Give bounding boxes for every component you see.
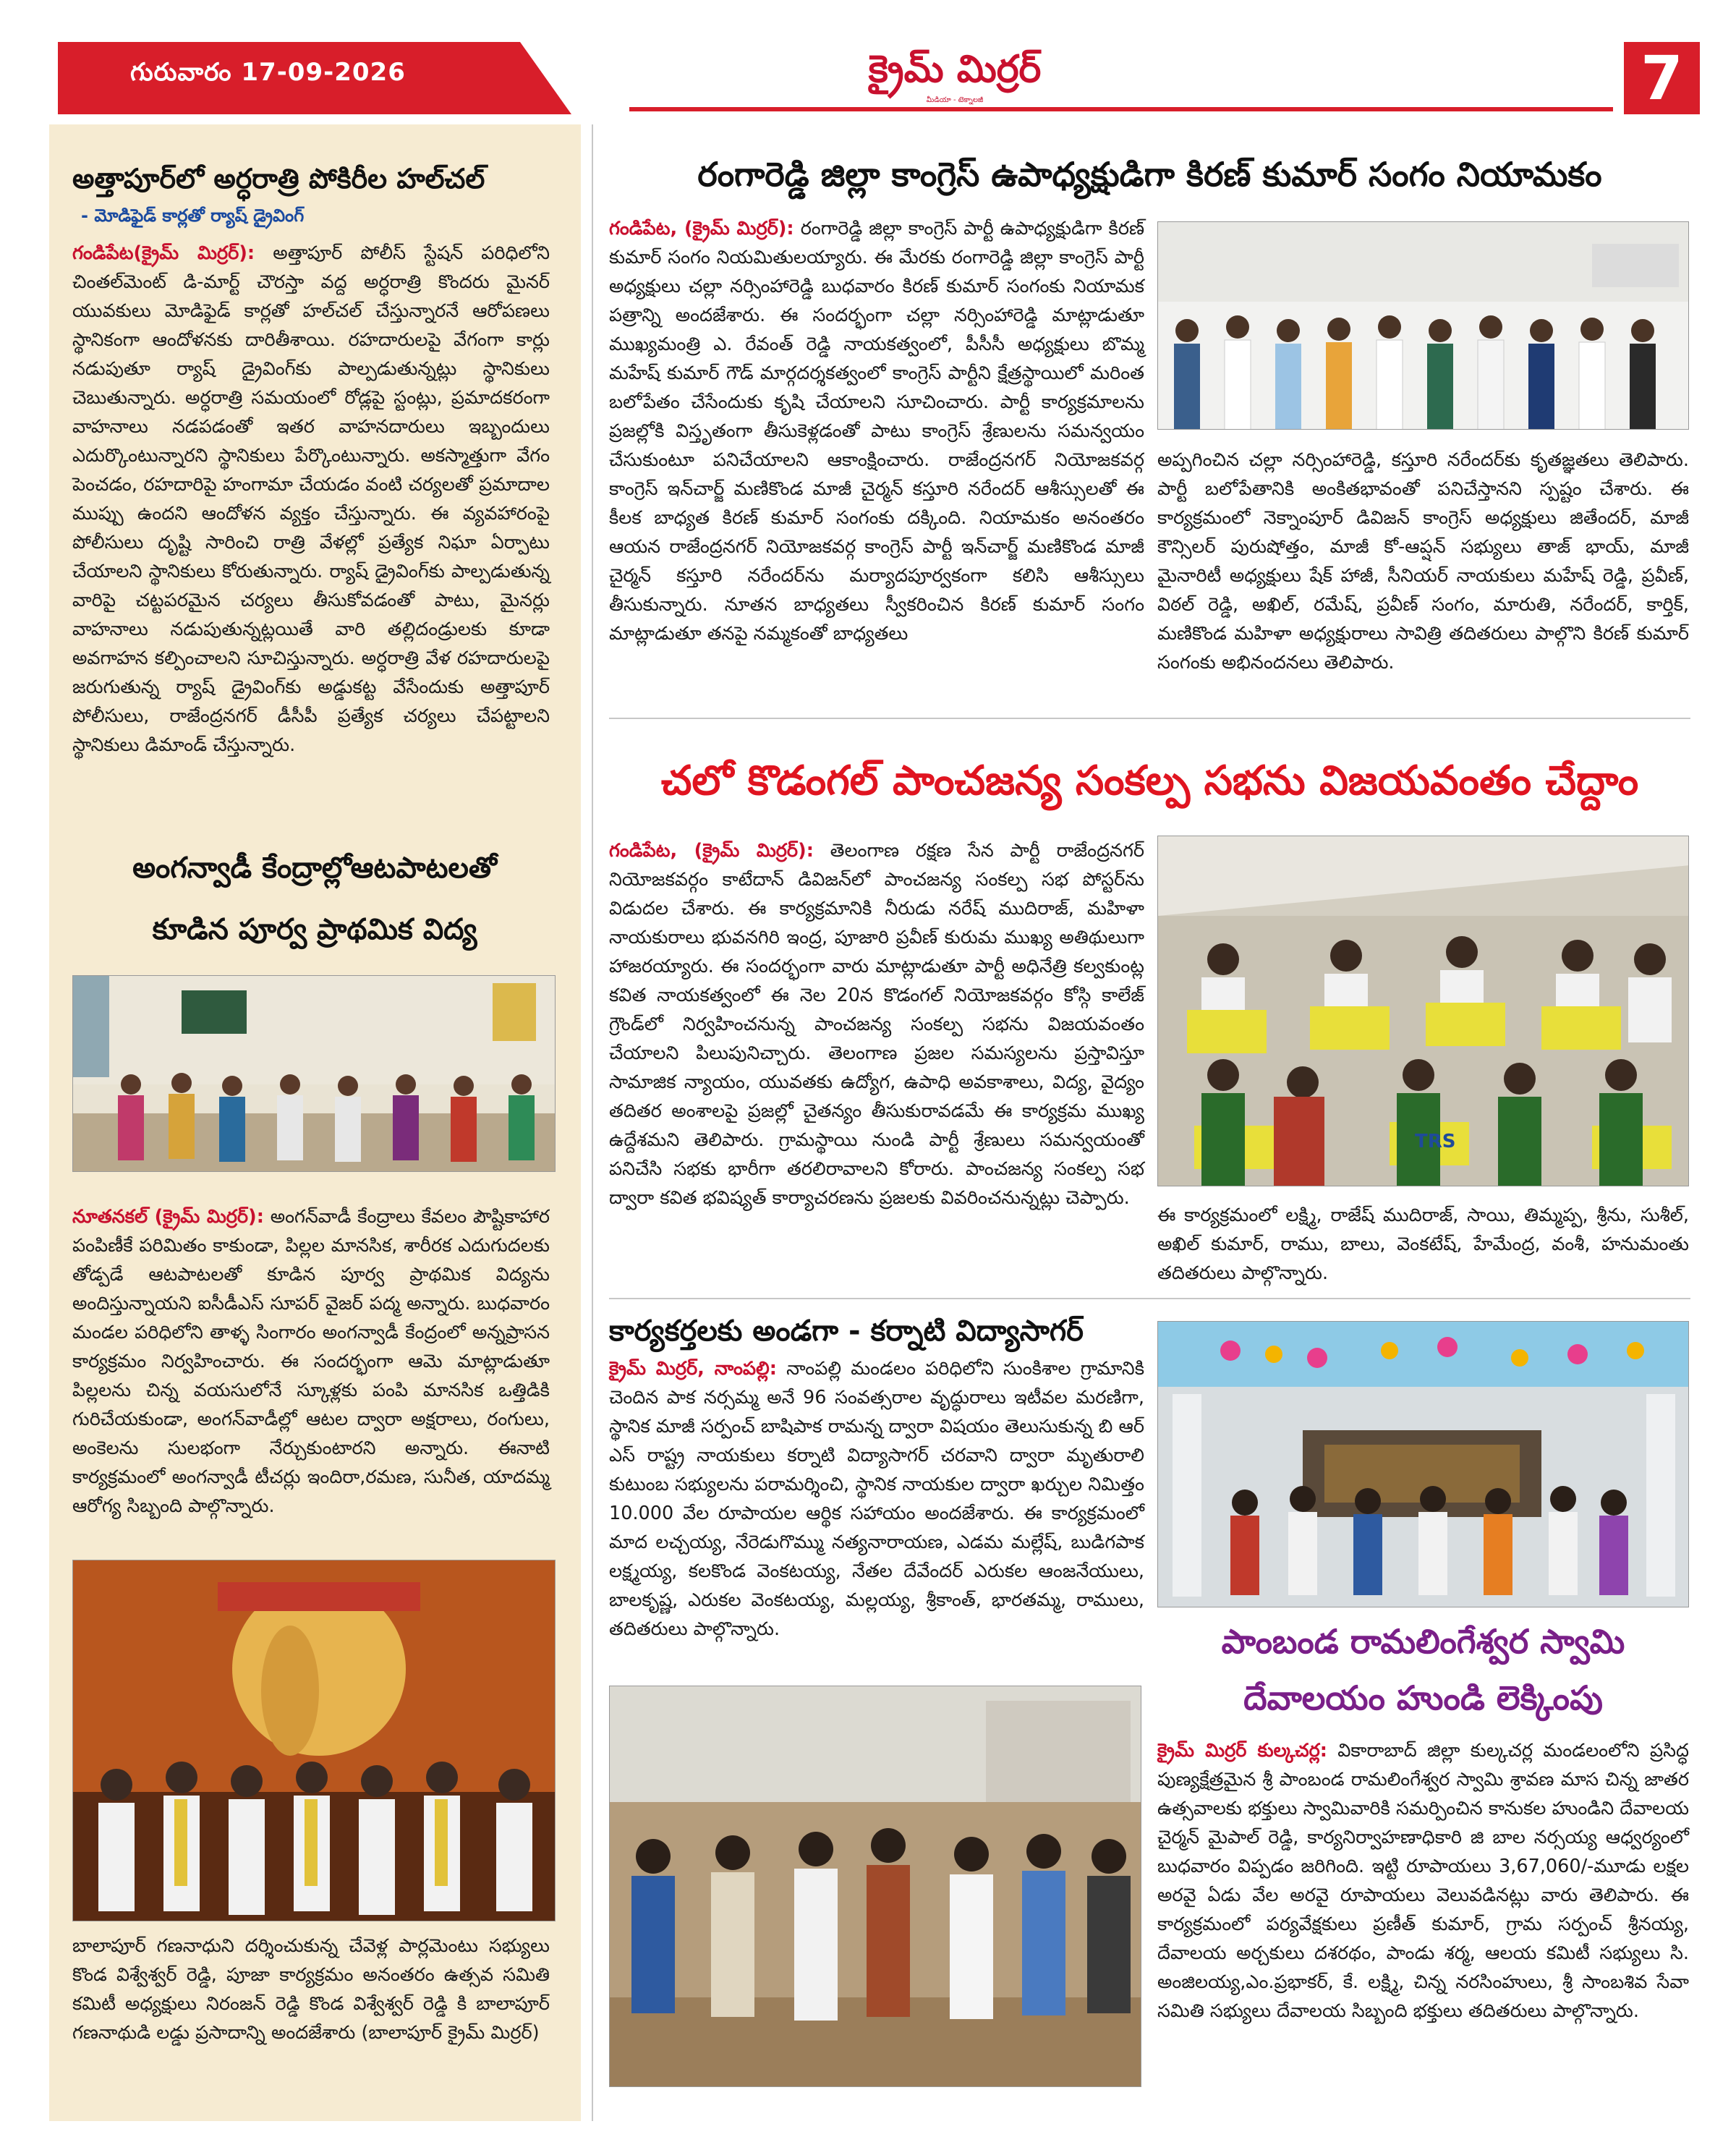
kodangal-poster-photo — [1157, 836, 1689, 1186]
congress-appointment-photo-image — [1158, 222, 1689, 430]
logo-tagline: మీడియా - టెక్నాలజీ — [926, 96, 984, 104]
story3-credit: (బాలాపూర్ క్రైమ్ మిర్రర్) — [361, 2022, 540, 2044]
story4-headline[interactable]: రంగారెడ్డి జిల్లా కాంగ్రెస్ ఉపాధ్యక్షుడిగా కిరణ్ కుమార్ సంగం నియామకం — [697, 155, 1602, 194]
nampally-aid-photo — [609, 1686, 1141, 2087]
story4-text-left: రంగారెడ్డి జిల్లా కాంగ్రెస్ పార్టీ ఉపాధ్యక్షుడిగా కిరణ్ కుమార్ సంగం నియమితులయ్యారు. ఈ మేరకు రంగారెడ్డి జిల్లా కాంగ్రెస్ పార్టీ అధ్యక్షులు చల్లా నర్సింహారెడ్డి బుధవారం కిరణ్ కుమార్ సంగంకు నియామక పత్రాన్ని అందజేశారు. ఈ సందర్భంగా చల్లా నర్సింహారెడ్డి మాట్లాడుతూ ముఖ్యమంత్రి ఎ. రేవంత్ రెడ్డి నాయకత్వంలో, పీసీసీ అధ్యక్షులు బొమ్మ మహేష్ కుమార్ గౌడ్ మార్గదర్శకత్వంలో కాంగ్రెస్ పార్టీని క్షేత్రస్థాయిలో మరింత బలోపేతం చేసేందుకు కృషి చేయాలని సూచించారు. పార్టీ కార్యక్రమాలను ప్రజల్లోకి విస్తృతంగా తీసుకెళ్లడంతో పాటు కాంగ్రెస్ శ్రేణులను సమన్వయం చేసుకుంటూ పనిచేయాలని ఆకాంక్షించారు. రాజేంద్రనగర్ నియోజకవర్గ కాంగ్రెస్ ఇన్‌చార్జ్ మణికొండ మాజీ చైర్మన్ కస్తూరి నరేందర్ ఆశీస్సులతో ఈ కీలక బాధ్యత కిరణ్ కుమార్ సంగంకు దక్కింది. నియామకం అనంతరం ఆయన రాజేంద్రనగర్ నియోజకవర్గ కాంగ్రెస్ పార్టీ ఇన్‌చార్జ్ మణికొండ మాజీ చైర్మన్ కస్తూరి నరేందర్‌ను మర్యాదపూర్వకంగా కలిసి ఆశీస్సులు తీసుకున్నారు. నూతన బాధ్యతలు స్వీకరించిన కిరణ్ కుమార్ సంగం మాట్లాడుతూ తనపై నమ్మకంతో బాధ్యతలు — [609, 218, 1145, 645]
story6-text: నాంపల్లి మండలం పరిధిలోని సుంకిశాల గ్రామానికి చెందిన పాక నర్సమ్మ అనే 96 సంవత్సరాల వృద్ధురాలు ఇటీవల మరణిగా, స్థానిక మాజీ సర్పంచ్ బాషిపాక రామన్న ద్వారా విషయం తెలుసుకున్న బి ఆర్ ఎస్ రాష్ట్ర నాయకులు కర్నాటి విద్యాసాగర్ చరవాని ద్వారా మృతురాలి కుటుంబ సభ్యులను పరామర్శించి, స్థానిక నాయకుల ద్వారా ఖర్చుల నిమిత్తం 10.000 వేల రూపాయల ఆర్థిక సహాయం అందజేశారు. ఈ కార్యక్రమంలో మాద లచ్చయ్య, నేరెడుగొమ్ము నత్యనారాయణ, ఎడమ మల్లేష్, బుడిగపాక లక్ష్మయ్య, కలకొండ వెంకటయ్య, నేతల దేవేందర్ ఎరుకల ఆంజనేయులు, బాలకృష్ణ, ఎరుకల వెంకటయ్య, మల్లయ్య, శ్రీకాంత్, భారతమ్మ, రాములు, తదితరులు పాల్గొన్నారు. — [609, 1358, 1145, 1640]
balapur-ganesh-photo-image — [73, 1560, 556, 1921]
story2-dateline: నూతనకల్ (క్రైమ్ మిర్రర్): — [72, 1206, 264, 1228]
story1-subhead: - మోడిఫైడ్ కార్లతో ర్యాష్ డ్రైవింగ్ — [81, 205, 305, 226]
story2-body — [72, 1202, 550, 1521]
pambanda-temple-photo-image — [1158, 1322, 1689, 1607]
story7-dateline: క్రైమ్ మిర్రర్ కుల్కచర్ల: — [1157, 1740, 1327, 1762]
kodangal-poster-banner: TRS — [1415, 1131, 1456, 1152]
logo-text: క్రైమ్ మిర్రర్ — [868, 48, 1042, 91]
section-divider-2 — [609, 1298, 1690, 1299]
nampally-aid-photo-image — [610, 1686, 1141, 2087]
story1-headline[interactable]: అత్తాపూర్‌లో అర్ధరాత్రి పోకిరీల హల్‌చల్ — [72, 163, 485, 195]
kodangal-poster-photo-image — [1158, 836, 1689, 1186]
story1-text: అత్తాపూర్ పోలీస్ స్టేషన్ పరిధిలోని చింతల్‌మెంట్ డి-మార్ట్ చౌరస్తా వద్ద అర్ధరాత్రి కొందరు మైనర్ యువకులు మోడిఫైడ్ కార్లతో హల్‌చల్ చేస్తున్నారనే ఆరోపణలు స్థానికంగా ఆందోళనకు దారితీశాయి. రహదారులపై వేగంగా కార్లు నడుపుతూ ర్యాష్ డ్రైవింగ్‌కు పాల్పడుతున్నట్లు స్థానికులు చెబుతున్నారు. అర్ధరాత్రి సమయంలో రోడ్లపై స్టంట్లు, ప్రమాదకరంగా వాహనాలు నడపడంతో ఇతర వాహనదారులు ఇబ్బందులు ఎదుర్కొంటున్నారని స్థానికులు పేర్కొంటున్నారు. అకస్మాత్తుగా వేగం పెంచడం, రహదారిపై హంగామా చేయడం వంటి చర్యలతో ప్రమాదాల ముప్పు ఉందని ఆందోళన వ్యక్తం చేస్తున్నారు. ఈ వ్యవహారంపై పోలీసులు దృష్టి సారించి రాత్రి వేళల్లో ప్రత్యేక నిఘా ఏర్పాటు చేయాలని స్థానికులు కోరుతున్నారు. ర్యాష్ డ్రైవింగ్‌కు పాల్పడుతున్న వారిపై చట్టపరమైన చర్యలు తీసుకోవడంతో పాటు, మైనర్లు వాహనాలు నడుపుతున్నట్లయితే వారి తల్లిదండ్రులకు కూడా అవగాహన కల్పించాలని సూచిస్తున్నారు. అర్ధరాత్రి వేళ రహదారులపై జరుగుతున్న ర్యాష్ డ్రైవింగ్‌కు అడ్డుకట్ట వేసేందుకు అత్తాపూర్ పోలీసులు, రాజేంద్రనగర్ డీసీపీ ప్రత్యేక చర్యలు చేపట్టాలని స్థానికులు డిమాండ్ చేస్తున్నారు. — [72, 242, 550, 756]
masthead-rule — [629, 107, 1613, 111]
story6-headline[interactable]: కార్యకర్తలకు అండగా - కర్నాటి విద్యాసాగర్ — [609, 1314, 1084, 1348]
story7-body — [1157, 1736, 1689, 2026]
story1-body — [72, 239, 550, 760]
story6-dateline: క్రైమ్ మిర్రర్, నాంపల్లి: — [609, 1358, 777, 1380]
story7-headline-line2[interactable]: దేవాలయం హుండి లెక్కింపు — [1243, 1678, 1603, 1717]
story5-headline[interactable]: చలో కొడంగల్ పాంచజన్య సంకల్ప సభను విజయవంతం చేద్దాం — [660, 757, 1639, 804]
story3-caption-text: బాలాపూర్ గణనాధుని దర్శించుకున్న చేవెళ్ల పార్లమెంటు సభ్యులు కొండ విశ్వేశ్వర్ రెడ్డి, పూజా కార్యక్రమం అనంతరం ఉత్సవ సమితి కమిటీ అధ్యక్షులు నిరంజన్ రెడ్డి కొండ విశ్వేశ్వర్ రెడ్డి కి బాలాపూర్ గణనాథుడి లడ్డు ప్రసాదాన్ని అందజేశారు — [72, 1935, 550, 2044]
masthead — [58, 42, 1700, 114]
story1-dateline: గండిపేట(క్రైమ్ మిర్రర్): — [72, 242, 255, 264]
congress-appointment-photo — [1157, 221, 1689, 430]
anganwadi-photo — [72, 975, 556, 1172]
newspaper-logo[interactable] — [832, 43, 1078, 113]
story4-body-right: అప్పగించిన చల్లా నర్సింహారెడ్డి, కస్తూరి నరేందర్‌కు కృతజ్ఞతలు తెలిపారు. పార్టీ బలోపేతానికి అంకితభావంతో పనిచేస్తానని స్పష్టం చేశారు. ఈ కార్యక్రమంలో నెక్నాంపూర్ డివిజన్ కాంగ్రెస్ అధ్యక్షులు జితేందర్, మాజీ కౌన్సిలర్ పురుషోత్తం, మాజీ కో-ఆప్షన్ సభ్యులు తాజ్ భాయ్, మాజీ మైనారిటీ అధ్యక్షులు షేక్ హాజీ, సీనియర్ నాయకులు మహేష్ రెడ్డి, ప్రవీణ్, విఠల్ రెడ్డి, అఖిల్, రమేష్, ప్రవీణ్ సంగం, మారుతి, నరేందర్, కార్తిక్, మణికొండ మహిళా అధ్యక్షురాలు సావిత్రి తదితరులు పాల్గొని కిరణ్ కుమార్ సంగంకు అభినందనలు తెలిపారు. — [1157, 449, 1689, 674]
column-divider — [592, 124, 593, 2121]
story5-photo-caption: ఈ కార్యక్రమంలో లక్ష్మి, రాజేష్ ముదిరాజ్, సాయి, తిమ్మప్ప, శ్రీను, సుశీల్, అఖిల్ కుమార్, రాము, బాలు, వెంకటేష్, హేమేంద్ర, వంశీ, హనుమంతు తదితరులు పాల్గొన్నారు. — [1157, 1205, 1689, 1284]
story4-dateline: గండిపేట, (క్రైమ్ మిర్రర్): — [609, 218, 794, 239]
pambanda-temple-photo — [1157, 1321, 1689, 1607]
story4-body-left — [609, 214, 1144, 648]
story6-body — [609, 1354, 1144, 1644]
story7-headline-line1[interactable]: పాంబండ రామలింగేశ్వర స్వామి — [1221, 1622, 1625, 1661]
story2-text: అంగన్‌వాడీ కేంద్రాలు కేవలం పౌష్టికాహార పంపిణీకే పరిమితం కాకుండా, పిల్లల మానసిక, శారీరక ఎదుగుదలకు తోడ్పడే ఆటపాటలతో కూడిన పూర్వ ప్రాథమిక విద్యను అందిస్తున్నాయని ఐసీడీఎస్ సూపర్ వైజర్ పద్మ అన్నారు. బుధవారం మండల పరిధిలోని తాళ్ళ సింగారం అంగన్వాడీ కేంద్రంలో అన్నప్రాసన కార్యక్రమం నిర్వహించారు. ఈ సందర్భంగా ఆమె మాట్లాడుతూ పిల్లలను చిన్న వయసులోనే స్కూళ్లకు పంపి మానసిక ఒత్తిడికి గురిచేయకుండా, అంగన్‌వాడీల్లో ఆటల ద్వారా అక్షరాలు, రంగులు, అంకెలను సులభంగా నేర్చుకుంటారని అన్నారు. ఈనాటి కార్యక్రమంలో అంగన్వాడీ టీచర్లు ఇందిరా,రమణ, సునీత, యాదమ్మ ఆరోగ్య సిబ్బంది పాల్గొన్నారు. — [72, 1206, 550, 1517]
story7-text: వికారాబాద్ జిల్లా కుల్కచర్ల మండలంలోని ప్రసిద్ధ పుణ్యక్షేత్రమైన శ్రీ పాంబండ రామలింగేశ్వర స్వామి శ్రావణ మాస చిన్న జాతర ఉత్సవాలకు భక్తులు స్వామివారికి సమర్పించిన కానుకల హుండిని దేవాలయ చైర్మన్ మైపాల్ రెడ్డి, కార్యనిర్వాహణాధికారి జి బాల నర్సయ్య ఆధ్వర్యంలో బుధవారం విప్పడం జరిగింది. ఇట్టి రూపాయలు 3,67,060/-మూడు లక్షల అరవై ఏడు వేల అరవై రూపాయలు వెలువడినట్లు వారు తెలిపారు. ఈ కార్యక్రమంలో పర్యవేక్షకులు ప్రణీత్ కుమార్, గ్రామ సర్పంచ్ శ్రీనయ్య, దేవాలయ అర్చకులు దశరథం, పాండు శర్మ, ఆలయ కమిటీ సభ్యులు సి. అంజిలయ్య,ఎం.ప్రభాకర్, కే. లక్ష్మి, చిన్న నరసింహులు, శ్రీ సాంబశివ సేవా సమితి సభ్యులు దేవాలయ సిబ్బంది భక్తులు తదితరులు పాల్గొన్నారు. — [1157, 1740, 1689, 2022]
anganwadi-photo-image — [73, 976, 556, 1172]
story2-headline-line2[interactable]: కూడిన పూర్వ ప్రాథమిక విద్య — [152, 913, 477, 946]
balapur-ganesh-photo — [72, 1560, 556, 1921]
issue-date: గురువారం 17-09-2026 — [130, 58, 406, 87]
story5-text: తెలంగాణ రక్షణ సేన పార్టీ రాజేంద్రనగర్ నియోజకవర్గం కాటేదాన్ డివిజన్‌లో పాంచజన్య సంకల్ప సభ పోస్టర్‌ను విడుదల చేశారు. ఈ కార్యక్రమానికి నీరుడు నరేష్ ముదిరాజ్, మహిళా నాయకురాలు భువనగిరి ఇంద్ర, పూజారి ప్రవీణ్ కురుమ ముఖ్య అతిథులుగా హాజరయ్యారు. ఈ సందర్భంగా వారు మాట్లాడుతూ పార్టీ అధినేత్రి కల్వకుంట్ల కవిత నాయకత్వంలో ఈ నెల 20న కొడంగల్ నియోజకవర్గం కోస్గి కాలేజ్ గ్రౌండ్‌లో నిర్వహించనున్న పాంచజన్య సంకల్ప సభను విజయవంతం చేయాలని పిలుపునిచ్చారు. తెలంగాణ ప్రజల సమస్యలను ప్రస్తావిస్తూ సామాజిక న్యాయం, యువతకు ఉద్యోగ, ఉపాధి అవకాశాలు, విద్య, వైద్యం తదితర అంశాలపై ప్రజల్లో చైతన్యం తీసుకురావడమే ఈ కార్యక్రమ ముఖ్య ఉద్దేశమని తెలిపారు. గ్రామస్థాయి నుండి పార్టీ శ్రేణులు సమన్వయంతో పనిచేసి సభకు భారీగా తరలిరావాలని కోరారు. పాంచజన్య సంకల్ప సభ ద్వారా కవిత భవిష్యత్ కార్యాచరణను ప్రజలకు వివరించనున్నట్లు చెప్పారు. — [609, 840, 1145, 1209]
story5-dateline: గండిపేట, (క్రైమ్ మిర్రర్): — [609, 840, 814, 862]
story3-caption — [72, 1932, 550, 2047]
story2-headline-line1[interactable]: అంగన్వాడీ కేంద్రాల్లోఆటపాటలతో — [132, 851, 497, 885]
story5-body — [609, 836, 1144, 1212]
page-number: 7 — [1624, 42, 1700, 114]
section-divider-1 — [609, 718, 1690, 719]
